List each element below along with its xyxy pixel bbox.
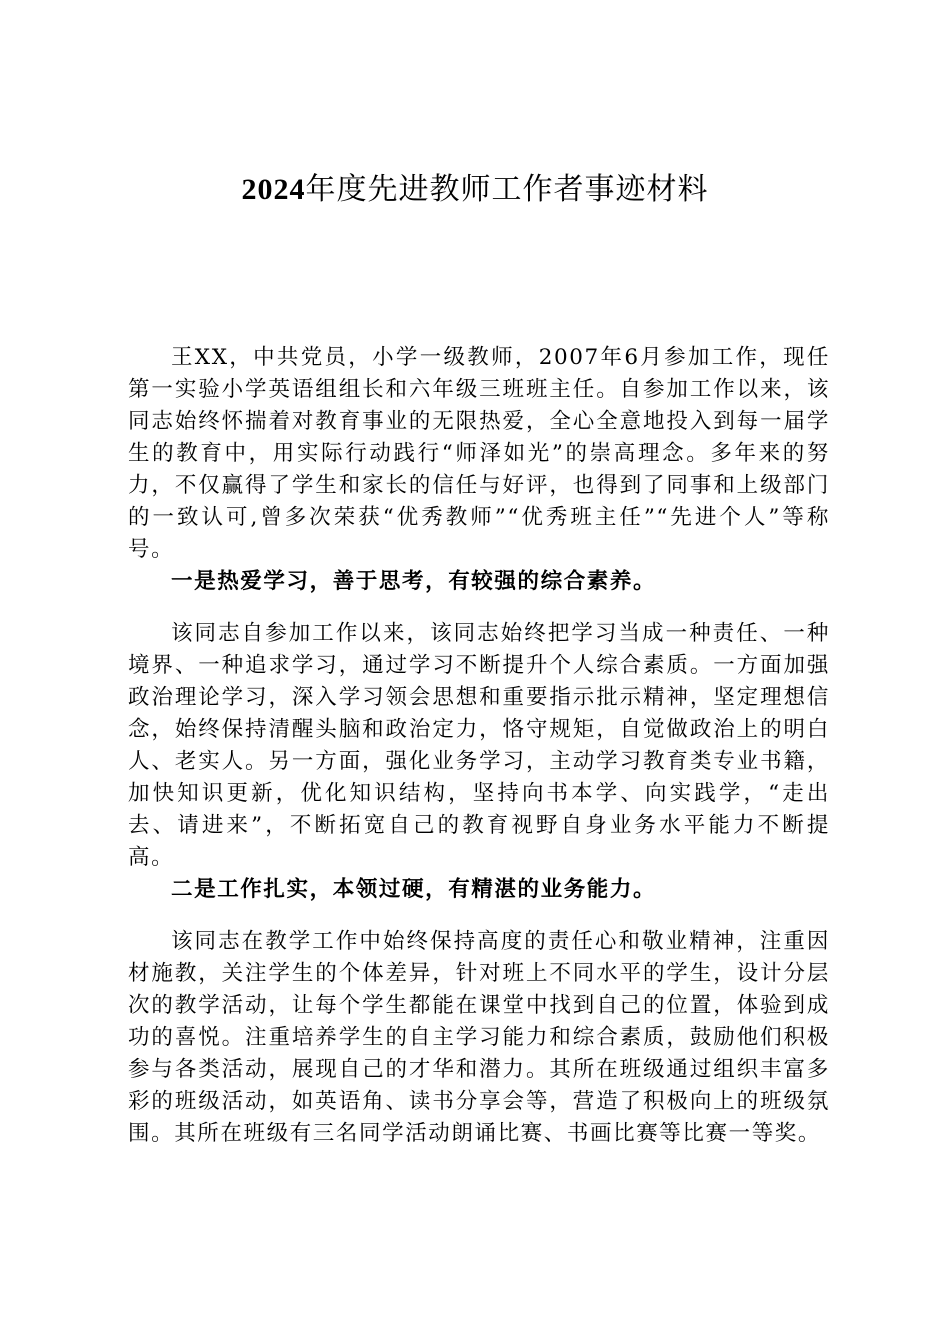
section1-heading: 一是热爱学习，善于思考，有较强的综合素养。: [171, 569, 657, 594]
document-title: [0, 168, 950, 212]
title-text: 年度先进教师工作者事迹材料: [305, 172, 709, 207]
intro-paragraph: 王XX，中共党员，小学一级教师，2007年6月参加工作，现任第一实验小学英语组组长和六年级三班班主任。自参加工作以来，该同志始终怀揣着对教育事业的无限热爱，全心全意地投入到每一届学生的教育中，用实际行动践行“师泽如光”的崇高理念。多年来的努力，不仅赢得了学生和家长的信任与好评，也得到了同事和上级部门的一致认可,曾多次荣获“优秀教师”“优秀班主任”“先进个人”等称号。: [128, 345, 830, 562]
title-year: 2024: [241, 173, 306, 206]
section2-paragraph: 该同志在教学工作中始终保持高度的责任心和敬业精神，注重因材施教，关注学生的个体差异，针对班上不同水平的学生，设计分层次的教学活动，让每个学生都能在课堂中找到自己的位置，体验到成功的喜悦。注重培养学生的自主学习能力和综合素质，鼓励他们积极参与各类活动，展现自己的才华和潜力。其所在班级通过组织丰富多彩的班级活动，如英语角、读书分享会等，营造了积极向上的班级氛围。其所在班级有三名同学活动朗诵比赛、书画比赛等比赛一等奖。: [128, 929, 830, 1146]
section2-heading: 二是工作扎实，本领过硬，有精湛的业务能力。: [171, 877, 657, 902]
section1-paragraph: 该同志自参加工作以来，该同志始终把学习当成一种责任、一种境界、一种追求学习，通过学习不断提升个人综合素质。一方面加强政治理论学习，深入学习领会思想和重要指示批示精神，坚定理想信念，始终保持清醒头脑和政治定力，恪守规矩，自觉做政治上的明白人、老实人。另一方面，强化业务学习，主动学习教育类专业书籍，加快知识更新，优化知识结构，坚持向书本学、向实践学，“走出去、请进来”，不断拓宽自己的教育视野自身业务水平能力不断提高。: [128, 621, 830, 870]
